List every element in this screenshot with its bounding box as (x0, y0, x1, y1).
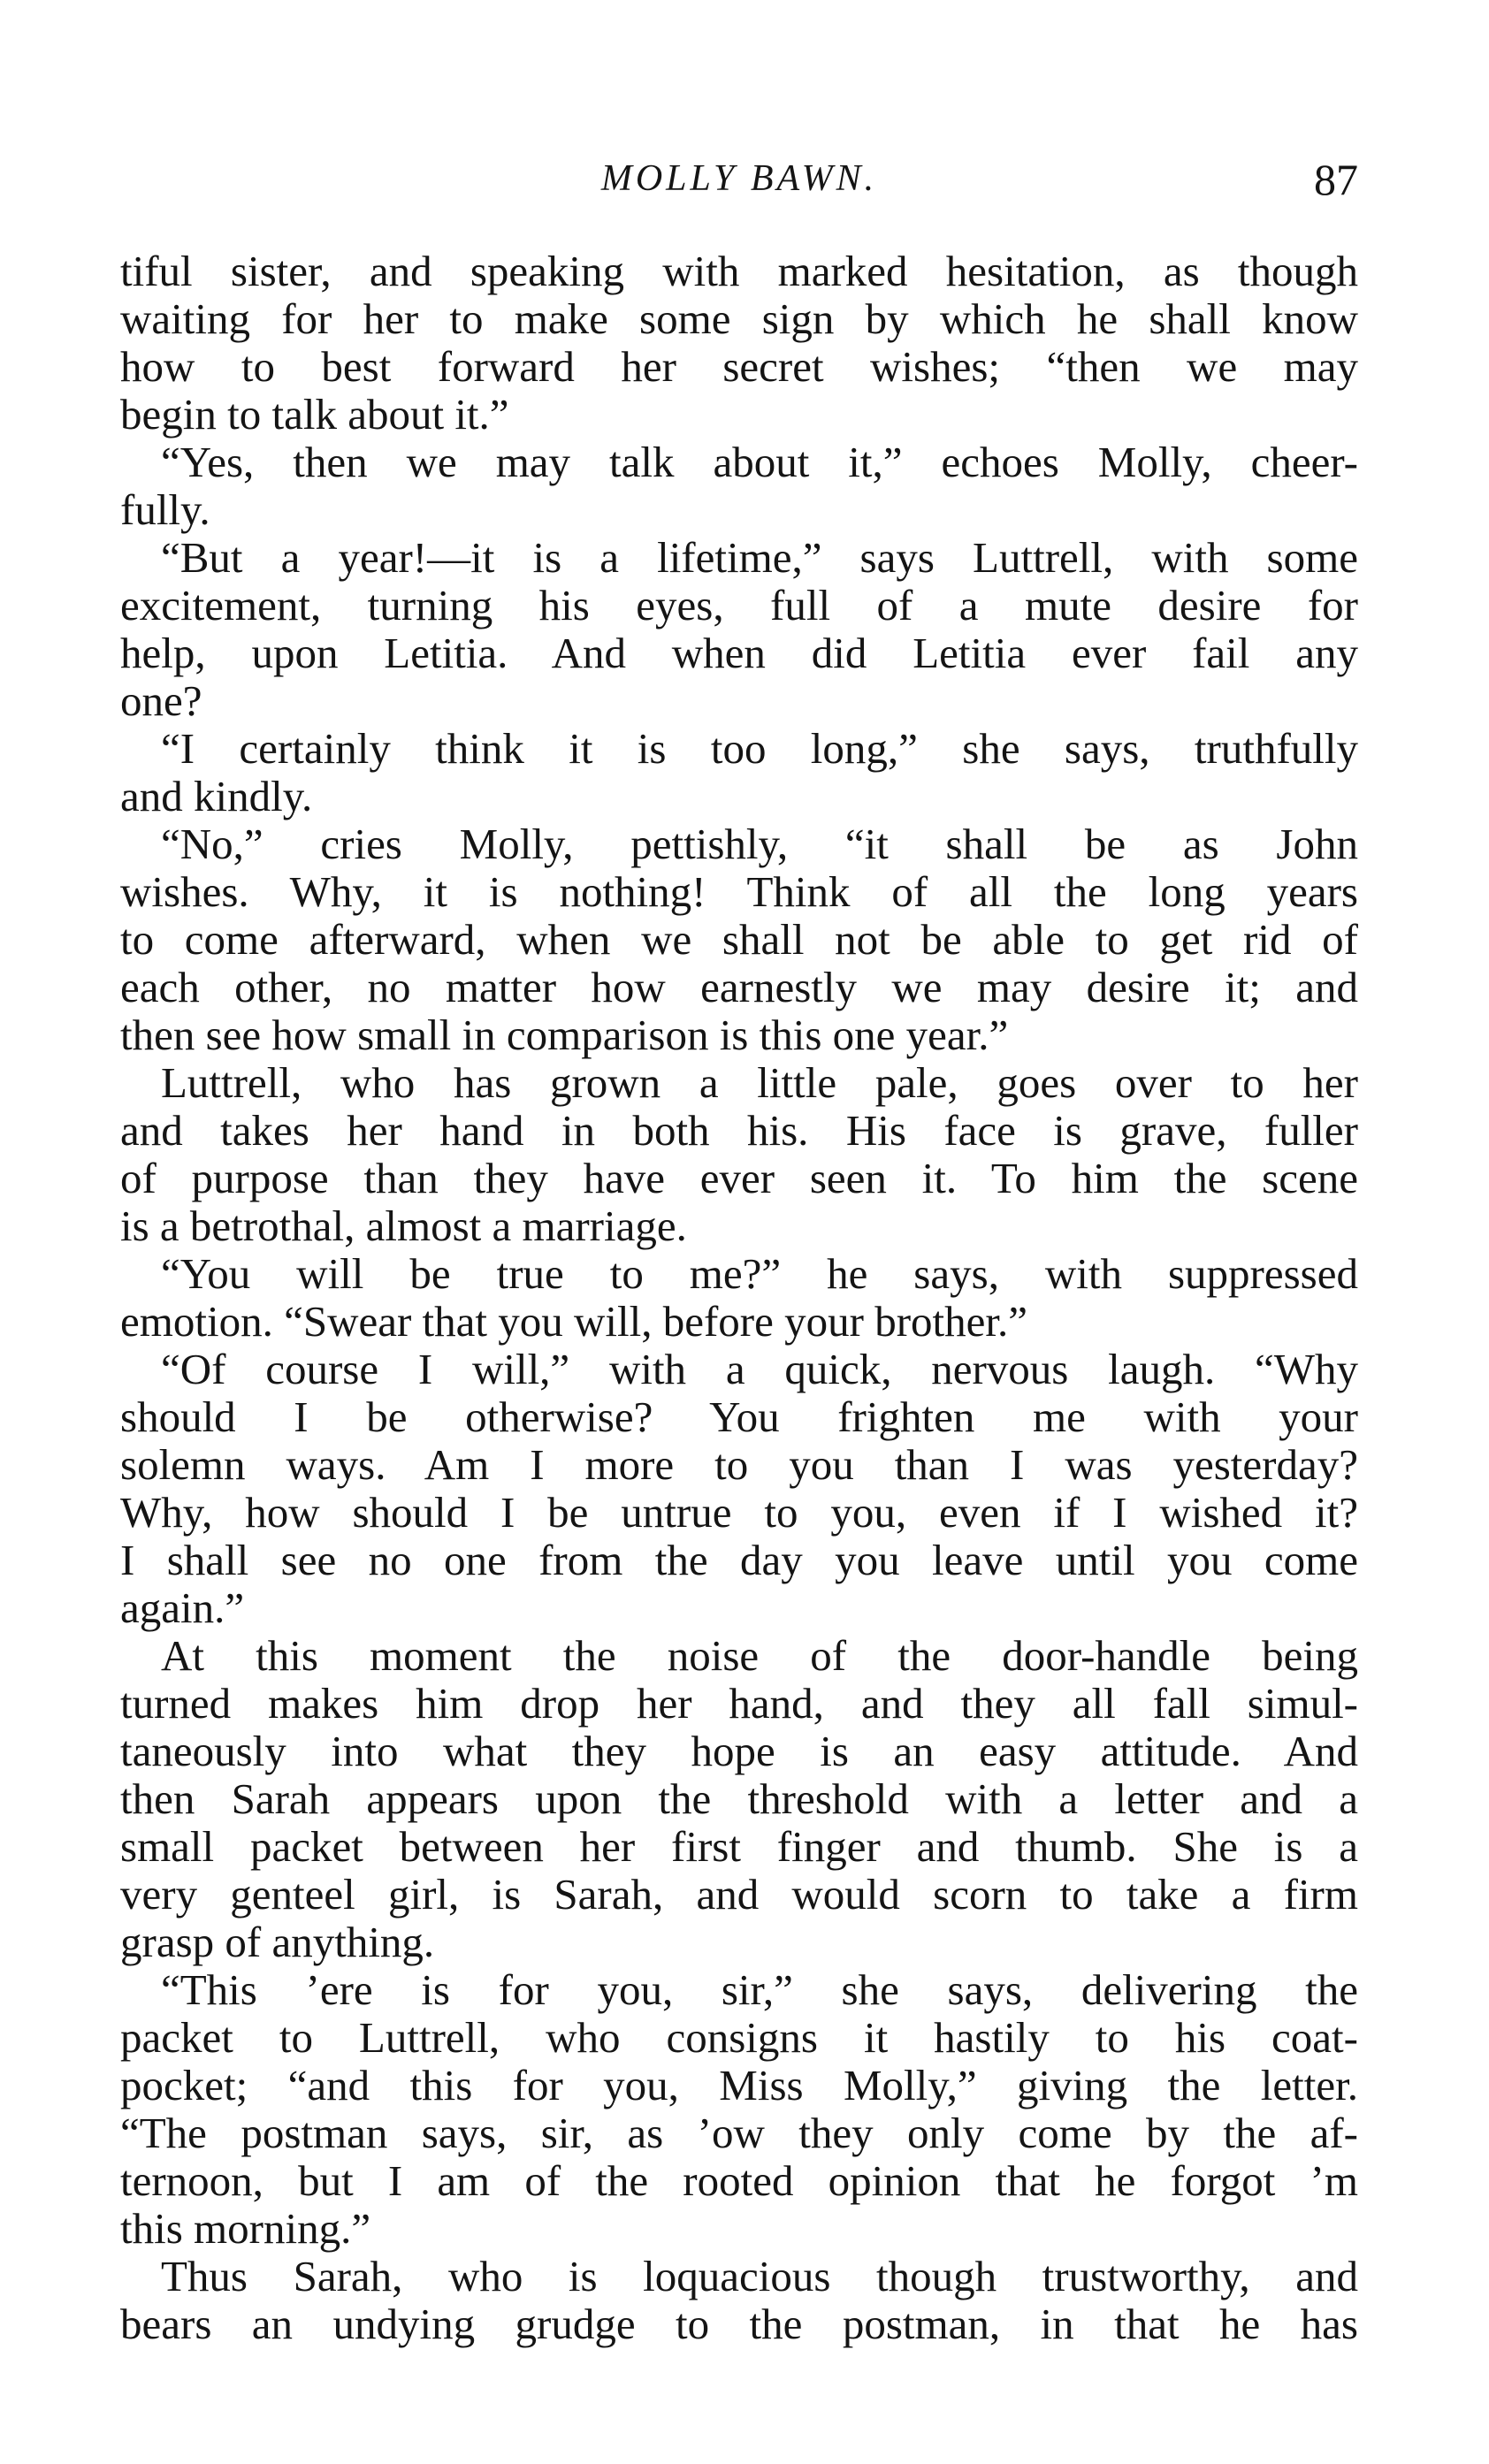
body-text (120, 248, 1358, 2348)
running-head (120, 157, 1358, 210)
text-line: solemn ways. Am I more to you than I was yesterday? (120, 1440, 1358, 1489)
text-line: again.” (120, 1583, 245, 1632)
text-line: ternoon, but I am of the rooted opinion that he forgot ’m (120, 2156, 1358, 2205)
text-line: “You will be true to me?” he says, with suppressed (161, 1249, 1358, 1298)
text-line: wishes. Why, it is nothing! Think of all the long years (120, 867, 1358, 916)
text-line: emotion. “Swear that you will, before your brother.” (120, 1297, 1027, 1346)
text-line: “No,” cries Molly, pettishly, “it shall be as John (161, 820, 1358, 868)
text-line: then see how small in comparison is this one year.” (120, 1011, 1009, 1059)
text-line: tiful sister, and speaking with marked hesitation, as though (120, 247, 1358, 295)
text-line: should I be otherwise? You frighten me with your (120, 1392, 1358, 1441)
text-line: one? (120, 676, 202, 725)
text-line: grasp of anything. (120, 1918, 435, 1966)
text-line: Luttrell, who has grown a little pale, goes over to her (161, 1058, 1358, 1107)
running-title: MOLLY BAWN. (600, 158, 878, 199)
page-number: 87 (1314, 155, 1358, 204)
text-line: fully. (120, 485, 210, 534)
text-line: begin to talk about it.” (120, 390, 509, 439)
text-line: small packet between her first finger and thumb. She is a (120, 1822, 1358, 1871)
text-line: “I certainly think it is too long,” she says, truthfully (161, 724, 1358, 773)
text-line: “Yes, then we may talk about it,” echoes Molly, cheer- (161, 438, 1358, 486)
text-line: “But a year!—it is a lifetime,” says Luttrell, with some (161, 533, 1358, 582)
text-line: and kindly. (120, 772, 313, 820)
text-line: At this moment the noise of the door-handle being (161, 1631, 1358, 1680)
text-line: this morning.” (120, 2204, 371, 2253)
text-line: waiting for her to make some sign by which he shall know (120, 294, 1358, 343)
text-line: pocket; “and this for you, Miss Molly,” giving the letter. (120, 2061, 1358, 2109)
text-line: to come afterward, when we shall not be able to get rid of (120, 915, 1358, 964)
text-line: is a betrothal, almost a marriage. (120, 1201, 687, 1250)
text-line: very genteel girl, is Sarah, and would scorn to take a firm (120, 1870, 1358, 1919)
text-line: bears an undying grudge to the postman, in that he has (120, 2300, 1358, 2348)
text-line: I shall see no one from the day you leave until you come (120, 1536, 1358, 1584)
text-line: packet to Luttrell, who consigns it hastily to his coat- (120, 2013, 1358, 2062)
text-line: “Of course I will,” with a quick, nervous laugh. “Why (161, 1345, 1358, 1393)
text-line: “The postman says, sir, as ’ow they only come by the af- (120, 2109, 1358, 2157)
text-line: “This ’ere is for you, sir,” she says, delivering the (161, 1965, 1358, 2014)
text-line: how to best forward her secret wishes; “then we may (120, 342, 1358, 391)
text-line: each other, no matter how earnestly we may desire it; and (120, 963, 1358, 1011)
text-line: then Sarah appears upon the threshold with a letter and a (120, 1774, 1358, 1823)
text-line: turned makes him drop her hand, and they all fall simul- (120, 1679, 1358, 1728)
text-line: Thus Sarah, who is loquacious though trustworthy, and (161, 2252, 1358, 2300)
text-line: and takes her hand in both his. His face is grave, fuller (120, 1106, 1358, 1155)
text-line: of purpose than they have ever seen it. To him the scene (120, 1154, 1358, 1202)
text-line: excitement, turning his eyes, full of a mute desire for (120, 581, 1358, 629)
text-line: help, upon Letitia. And when did Letitia ever fail any (120, 629, 1358, 677)
text-line: Why, how should I be untrue to you, even if I wished it? (120, 1488, 1358, 1537)
text-line: taneously into what they hope is an easy attitude. And (120, 1727, 1358, 1775)
